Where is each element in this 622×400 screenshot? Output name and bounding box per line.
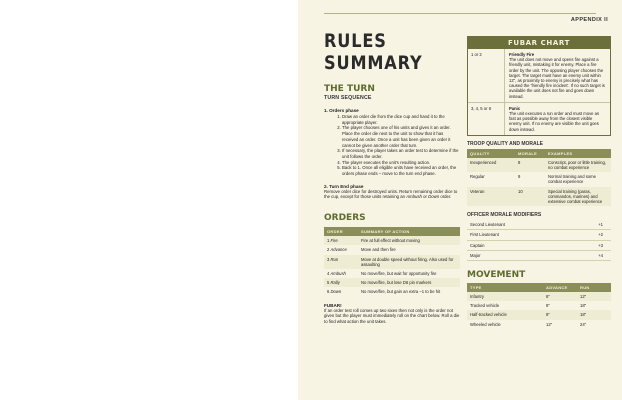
turn-end-text-end: order. [439,194,452,200]
modifier-cell: +2 [571,230,611,240]
advance-cell: 12" [543,320,577,329]
rank-cell: Major [467,250,571,260]
advance-cell: 9" [543,301,577,310]
table-row [467,320,611,329]
step-item: 5. Back to 1. Once all eligible units have received an order, the orders phase ends – move to the turn end phase. [342,165,460,176]
table-row [467,220,611,230]
order-summary: No move/fire, but wait for opportunity fire [358,269,460,278]
type-cell: Tracked vehicle [467,301,543,310]
movement-table [467,283,611,329]
run-cell: 24" [577,320,611,329]
table-row [467,301,611,310]
order-number: 3 [327,256,330,262]
fubar-result-italic: fire [590,62,597,68]
order-name: Fire [330,238,338,244]
table-row [467,240,611,250]
order-summary: Move and then fire [358,245,460,254]
rulebook-page [298,0,622,400]
order-name: Run [330,256,339,262]
table-row [324,278,460,287]
step-item: 3. If necessary, the player takes an order test to determine if the unit follows the order. [342,148,460,159]
fubar-result-text: The unit executes a run order and must move as fast as possible away from the closest visible enemy unit. If no enemy are visible the unit goes down instead. [509,111,600,132]
table-row [467,230,611,240]
fubar-description [504,103,610,135]
modifier-cell: +3 [571,240,611,250]
type-cell: Wheeled vehicle [467,320,543,329]
orders-phase-steps [324,114,460,177]
turn-end-text-a: Remove order dice for destroyed units. Return remaining order dice to the cup, except for those units retaining an [324,188,458,200]
orders-heading: ORDERS [324,213,366,224]
table-row [467,172,611,186]
advance-cell: 6" [543,292,577,301]
order-summary: No move/fire, but lose D6 pin markers [358,278,460,287]
officer-modifiers-table [467,220,611,261]
order-number: 5 [327,280,330,286]
step-item: 1. Draw an order die from the dice cup and hand it to the appropriate player. [342,114,460,125]
orders-phase-heading: 1. Orders phase [324,108,359,113]
table-row [324,245,460,254]
modifier-cell: +4 [571,250,611,260]
table-row [324,287,460,296]
order-name: Ambush [330,270,346,276]
turn-end-heading: 2. Turn End phase [324,183,364,189]
order-number: 1 [327,238,330,244]
col-examples: EXAMPLES [545,149,611,158]
order-summary: Move at double speed without firing. Also used for assaulting [358,255,460,269]
table-row [467,187,611,207]
col-type: TYPE [467,283,543,292]
run-cell: 18" [577,301,611,310]
quality-cell: Regular [467,172,515,186]
fubar-note-heading: FUBAR! [324,302,342,308]
morale-cell: 10 [515,187,545,207]
page-title-line2: SUMMARY [324,52,423,74]
fubar-result-text: The unit does not move and opens fire against a friendly unit, mistaking it for enemy. Place a [509,57,599,68]
col-run: RUN [577,283,611,292]
down-word: Down [428,194,440,200]
table-row [324,236,460,245]
order-number: 4 [327,270,330,276]
order-summary: Fire at full effect without moving [358,236,460,245]
orders-col-summary: SUMMARY OF ACTION [358,227,460,236]
col-morale: MORALE [515,149,545,158]
order-name: Down [330,289,342,295]
fubar-chart-title: FUBAR CHART [468,37,610,49]
modifier-cell: +1 [571,220,611,230]
order-name: Rally [330,280,340,286]
order-summary: No move/fire, but gain an extra –1 to be hit [358,287,460,296]
fubar-result-text2: order by the unit. The opposing player chooses the target. The target must have an enemy unit within 12", as proximity to enemy is precisely what has caused the 'friendly fire incident'. If no such target is available the unit does not fire and goes down instead. [509,67,605,99]
step-item: 2. The player chooses one of his units and gives it an order. Place the order die next to the unit to show that it has received an order. Once a unit has been given an order it cannot be given another order that turn. [342,125,460,148]
col-quality: QUALITY [467,149,515,158]
fubar-row [468,49,610,102]
officer-modifiers-heading: OFFICER MORALE MODIFIERS [467,212,542,219]
type-cell: Infantry [467,292,543,301]
troop-quality-heading: TROOP QUALITY AND MORALE [467,140,544,147]
order-name: Advance [330,247,347,253]
morale-cell: 8 [515,158,545,172]
type-cell: Half-tracked vehicle [467,310,543,319]
quality-cell: Veteran [467,187,515,207]
rank-cell: Second Lieutenant [467,220,571,230]
fubar-description [504,49,610,102]
fubar-row [468,102,610,135]
turn-heading: THE TURN [324,84,375,94]
order-number: 6 [327,289,330,295]
ambush-word: Ambush [406,194,422,200]
table-row [467,158,611,172]
examples-cell: Special training (paras, commandos, marines) and extensive combat experience [545,187,611,207]
table-row [467,292,611,301]
right-column [467,36,611,329]
examples-cell: Conscript, poor or little training, no combat experience [545,158,611,172]
fubar-result-name: Friendly Fire [509,52,535,57]
run-cell: 12" [577,292,611,301]
quality-cell: Inexperienced [467,158,515,172]
appendix-label: APPENDIX II [570,17,608,23]
movement-heading: MOVEMENT [467,270,526,281]
fubar-chart [467,36,611,136]
run-cell: 18" [577,310,611,319]
or-word: or [421,194,429,200]
turn-sequence-subheading: TURN SEQUENCE [324,95,372,101]
col-advance: ADVANCE [543,283,577,292]
fubar-roll: 1 or 2 [471,52,482,57]
step-item: 4. The player executes the unit's resulting action. [342,160,460,166]
morale-cell: 9 [515,172,545,186]
rank-cell: Captain [467,240,571,250]
page-title-line1: RULES [324,30,387,52]
table-row [324,255,460,269]
examples-cell: Normal training and some combat experience [545,172,611,186]
orders-col-order: ORDER [324,227,358,236]
order-number: 2 [327,247,330,253]
rank-cell: First Lieutenant [467,230,571,240]
left-column [324,30,460,325]
header-rule [324,13,596,14]
turn-end-text [324,189,460,200]
troop-quality-table [467,149,611,206]
table-row [324,269,460,278]
advance-cell: 9" [543,310,577,319]
orders-table [324,227,460,296]
table-row [467,310,611,319]
table-row [467,250,611,260]
fubar-note-text: If an order test roll comes up two sixes then not only is the order not given but the player must immediately roll on the chart below. Roll a die to find what action the unit takes. [324,307,460,324]
fubar-roll: 3, 4, 5 or 6 [471,105,492,111]
fubar-result-name: Panic [509,105,521,111]
